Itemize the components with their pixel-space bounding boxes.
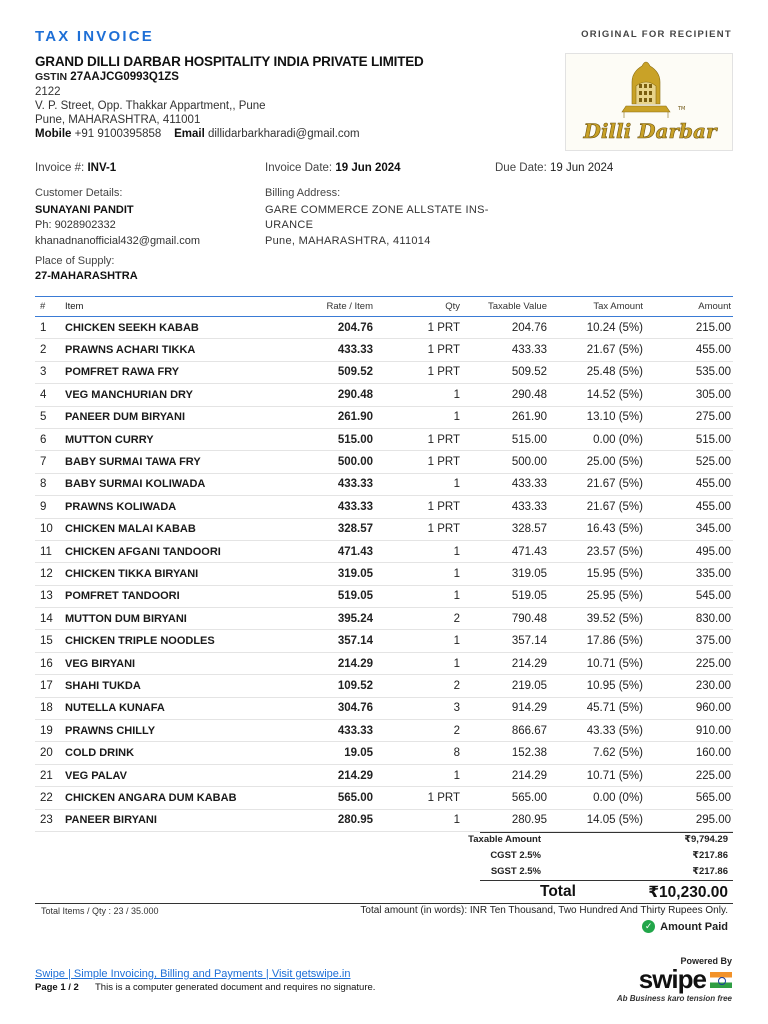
header-tax-amount: Tax Amount [593,301,643,312]
row-item-name: POMFRET TANDOORI [65,590,180,603]
row-item-name: MUTTON DUM BIRYANI [65,612,187,625]
row-qty: 1 [453,478,460,491]
grand-total-divider [480,880,733,881]
taxable-amount-row [328,834,728,846]
row-tax-amount: 10.71 (5%) [586,769,643,782]
amount-in-words: Total amount (in words): INR Ten Thousand, Two Hundred And Thirty Rupees Only. [360,905,728,916]
swipe-footer-link[interactable]: Swipe | Simple Invoicing, Billing and Payments | Visit getswipe.in [35,968,351,980]
seller-contact-line [35,128,360,140]
row-tax-amount: 13.10 (5%) [586,411,643,424]
row-amount: 455.00 [695,344,731,357]
mobile-label: Mobile [35,128,72,140]
table-row [35,698,733,720]
row-number: 9 [40,500,47,513]
row-qty: 1 PRT [427,523,460,536]
row-tax-amount: 25.00 (5%) [586,456,643,469]
swipe-brand [639,964,732,995]
row-tax-amount: 17.86 (5%) [586,635,643,648]
row-number: 22 [40,791,53,804]
row-rate: 214.29 [337,769,373,782]
row-item-name: PANEER BIRYANI [65,814,157,827]
row-amount: 230.00 [695,679,731,692]
check-circle-icon: ✓ [642,920,655,933]
row-item-name: COLD DRINK [65,747,135,760]
row-item-name: NUTELLA KUNAFA [65,702,165,715]
header-amount: Amount [698,301,731,312]
customer-details-label: Customer Details: [35,187,123,199]
invoice-date-value: 19 Jun 2024 [335,162,401,174]
row-rate: 433.33 [337,478,373,491]
document-title: TAX INVOICE [35,28,154,45]
row-rate: 509.52 [337,366,373,379]
row-rate: 395.24 [337,612,373,625]
totals-divider [480,832,733,833]
row-taxable-value: 214.29 [511,657,547,670]
row-number: 17 [40,679,53,692]
row-rate: 109.52 [337,679,373,692]
row-number: 5 [40,411,47,424]
row-number: 8 [40,478,47,491]
row-tax-amount: 14.05 (5%) [586,814,643,827]
row-tax-amount: 15.95 (5%) [586,567,643,580]
row-rate: 204.76 [337,321,373,334]
sgst-value: ₹217.86 [692,866,728,877]
sgst-label: SGST 2.5% [490,866,541,877]
row-amount: 225.00 [695,769,731,782]
table-row [35,653,733,675]
row-taxable-value: 433.33 [511,500,547,513]
dilli-darbar-logo-image [566,54,734,152]
cgst-value: ₹217.86 [692,850,728,861]
powered-by-label: Powered By [680,956,732,966]
row-taxable-value: 280.95 [511,814,547,827]
row-number: 10 [40,523,53,536]
row-taxable-value: 328.57 [511,523,547,536]
table-row [35,586,733,608]
row-taxable-value: 290.48 [511,388,547,401]
table-row [35,317,733,339]
row-amount: 545.00 [695,590,731,603]
row-tax-amount: 0.00 (0%) [593,433,643,446]
amount-paid-badge [642,920,728,933]
table-row [35,608,733,630]
customer-phone: Ph: 9028902332 [35,219,116,231]
row-item-name: SHAHI TUKDA [65,679,141,692]
row-number: 21 [40,769,53,782]
row-number: 1 [40,321,47,334]
row-amount: 160.00 [695,747,731,760]
header-qty: Qty [445,301,460,312]
row-tax-amount: 14.52 (5%) [586,388,643,401]
page-number: Page 1 / 2 [35,982,79,993]
row-number: 19 [40,724,53,737]
row-item-name: CHICKEN TRIPLE NOODLES [65,635,215,648]
row-item-name: POMFRET RAWA FRY [65,366,180,379]
row-item-name: VEG BIRYANI [65,657,136,670]
invoice-number [35,162,116,174]
table-row [35,496,733,518]
copy-label: ORIGINAL FOR RECIPIENT [581,29,732,40]
row-item-name: CHICKEN MALAI KABAB [65,523,196,536]
header-item: Item [65,301,84,312]
billing-line1: GARE COMMERCE ZONE ALLSTATE INS- [265,204,489,216]
due-date [495,162,613,174]
row-rate: 565.00 [337,791,373,804]
row-rate: 328.57 [337,523,373,536]
row-taxable-value: 433.33 [511,344,547,357]
place-of-supply-value: 27-MAHARASHTRA [35,270,138,282]
row-taxable-value: 790.48 [511,612,547,625]
taxable-amount-label: Taxable Amount [468,834,541,845]
row-qty: 1 PRT [427,791,460,804]
row-amount: 335.00 [695,567,731,580]
row-qty: 1 PRT [427,456,460,469]
row-qty: 1 PRT [427,433,460,446]
row-taxable-value: 214.29 [511,769,547,782]
row-number: 11 [40,545,52,558]
total-items-qty: Total Items / Qty : 23 / 35.000 [41,906,159,916]
cgst-label: CGST 2.5% [490,850,541,861]
row-number: 6 [40,433,47,446]
grand-total-value: ₹10,230.00 [648,884,728,901]
row-taxable-value: 204.76 [511,321,547,334]
row-qty: 1 [453,545,460,558]
billing-line2: URANCE [265,219,314,231]
row-item-name: CHICKEN ANGARA DUM KABAB [65,791,237,804]
header-taxable-value: Taxable Value [488,301,547,312]
row-tax-amount: 25.95 (5%) [586,590,643,603]
row-tax-amount: 21.67 (5%) [586,344,643,357]
billing-line3: Pune, MAHARASHTRA, 411014 [265,235,431,247]
mobile-value: +91 9100395858 [74,128,162,140]
row-item-name: CHICKEN AFGANI TANDOORI [65,545,221,558]
row-tax-amount: 45.71 (5%) [586,702,643,715]
row-qty: 1 [453,635,460,648]
seller-address1: V. P. Street, Opp. Thakkar Appartment,, Pune [35,100,266,112]
row-amount: 225.00 [695,657,731,670]
row-taxable-value: 433.33 [511,478,547,491]
table-row [35,787,733,809]
row-item-name: PRAWNS KOLIWADA [65,500,177,513]
place-of-supply-label: Place of Supply: [35,255,115,267]
row-rate: 304.76 [337,702,373,715]
row-taxable-value: 519.05 [511,590,547,603]
invoice-date [265,162,401,174]
invoice-number-label: Invoice #: [35,162,85,174]
row-qty: 1 PRT [427,366,460,379]
items-table-body [35,317,733,832]
seller-address2: Pune, MAHARASHTRA, 411001 [35,114,201,126]
row-amount: 515.00 [695,433,731,446]
row-amount: 565.00 [695,791,731,804]
table-row [35,451,733,473]
table-row [35,407,733,429]
row-taxable-value: 866.67 [511,724,547,737]
table-row [35,742,733,764]
items-table-header [35,297,733,317]
row-amount: 215.00 [695,321,731,334]
taxable-amount-value: ₹9,794.29 [684,834,728,845]
row-rate: 214.29 [337,657,373,670]
row-taxable-value: 565.00 [511,791,547,804]
row-rate: 433.33 [337,724,373,737]
row-qty: 1 PRT [427,500,460,513]
row-tax-amount: 10.95 (5%) [586,679,643,692]
row-qty: 1 [453,388,460,401]
row-qty: 1 PRT [427,344,460,357]
row-amount: 375.00 [695,635,731,648]
row-number: 18 [40,702,53,715]
row-tax-amount: 10.71 (5%) [586,657,643,670]
row-qty: 8 [453,747,460,760]
row-rate: 357.14 [337,635,373,648]
row-amount: 345.00 [695,523,731,536]
row-rate: 290.48 [337,388,373,401]
logo-wordmark: Dilli Darbar [583,119,717,143]
row-item-name: PRAWNS CHILLY [65,724,156,737]
amount-paid-label: Amount Paid [660,920,728,933]
due-date-value: 19 Jun 2024 [549,162,614,174]
row-item-name: VEG PALAV [65,769,127,782]
row-tax-amount: 23.57 (5%) [586,545,643,558]
row-rate: 519.05 [337,590,373,603]
row-rate: 19.05 [344,747,373,760]
row-number: 2 [40,344,47,357]
table-row [35,429,733,451]
gstin-value: 27AAJCG0993Q1ZS [70,71,179,83]
row-rate: 433.33 [337,500,373,513]
row-taxable-value: 914.29 [511,702,547,715]
row-qty: 1 PRT [427,321,460,334]
row-qty: 1 [453,769,460,782]
table-row [35,519,733,541]
row-tax-amount: 21.67 (5%) [586,500,643,513]
header-number: # [40,301,46,312]
email-value: dillidarbarkharadi@gmail.com [207,128,360,140]
row-tax-amount: 21.67 (5%) [586,478,643,491]
table-row [35,765,733,787]
customer-email: khanadnanofficial432@gmail.com [35,235,201,247]
email-label: Email [174,128,205,140]
row-number: 14 [40,612,53,625]
row-tax-amount: 10.24 (5%) [586,321,643,334]
row-tax-amount: 25.48 (5%) [586,366,643,379]
gstin-label: GSTIN [35,71,68,83]
row-number: 3 [40,366,47,379]
table-row [35,541,733,563]
swipe-tagline: Ab Business karo tension free [616,994,732,1003]
items-table [35,296,733,832]
row-item-name: CHICKEN SEEKH KABAB [65,321,199,334]
table-row [35,720,733,742]
invoice-number-value: INV-1 [87,162,117,174]
seller-name: GRAND DILLI DARBAR HOSPITALITY INDIA PRIVATE LIMITED [35,54,424,69]
table-row [35,384,733,406]
row-qty: 1 [453,411,460,424]
table-row [35,339,733,361]
header-rate: Rate / Item [326,301,373,312]
row-qty: 1 [453,567,460,580]
row-rate: 433.33 [337,344,373,357]
row-qty: 1 [453,814,460,827]
table-row [35,563,733,585]
india-flag-icon [710,972,732,988]
table-row [35,630,733,652]
seller-gstin-line [35,71,179,83]
row-rate: 500.00 [337,456,373,469]
row-item-name: MUTTON CURRY [65,433,154,446]
table-row [35,675,733,697]
row-taxable-value: 509.52 [511,366,547,379]
row-amount: 275.00 [695,411,731,424]
row-amount: 455.00 [695,500,731,513]
row-number: 4 [40,388,47,401]
row-tax-amount: 7.62 (5%) [593,747,643,760]
row-item-name: PRAWNS ACHARI TIKKA [65,344,196,357]
row-number: 20 [40,747,53,760]
row-amount: 910.00 [695,724,731,737]
row-qty: 2 [453,724,460,737]
footer-divider [35,903,733,904]
row-amount: 495.00 [695,545,731,558]
table-row [35,362,733,384]
row-tax-amount: 39.52 (5%) [586,612,643,625]
row-qty: 1 [453,590,460,603]
row-amount: 535.00 [695,366,731,379]
row-number: 16 [40,657,53,670]
sgst-row [328,866,728,878]
row-number: 13 [40,590,53,603]
row-amount: 830.00 [695,612,731,625]
cgst-row [328,850,728,862]
row-taxable-value: 357.14 [511,635,547,648]
row-taxable-value: 515.00 [511,433,547,446]
row-qty: 3 [453,702,460,715]
row-rate: 261.90 [337,411,373,424]
logo-trademark: TM [678,106,686,112]
row-rate: 319.05 [337,567,373,580]
row-number: 15 [40,635,53,648]
row-tax-amount: 16.43 (5%) [586,523,643,536]
table-row [35,810,733,832]
row-taxable-value: 152.38 [511,747,547,760]
billing-address-label: Billing Address: [265,187,341,199]
row-amount: 960.00 [695,702,731,715]
row-tax-amount: 0.00 (0%) [593,791,643,804]
row-amount: 295.00 [695,814,731,827]
row-number: 12 [40,567,53,580]
row-amount: 305.00 [695,388,731,401]
row-taxable-value: 219.05 [511,679,547,692]
company-logo [565,53,733,151]
table-row [35,474,733,496]
row-rate: 471.43 [337,545,373,558]
row-taxable-value: 319.05 [511,567,547,580]
row-qty: 2 [453,612,460,625]
row-item-name: VEG MANCHURIAN DRY [65,388,193,401]
row-amount: 525.00 [695,456,731,469]
invoice-date-label: Invoice Date: [265,162,333,174]
generated-note: This is a computer generated document and requires no signature. [95,982,376,993]
row-rate: 280.95 [337,814,373,827]
row-item-name: PANEER DUM BIRYANI [65,411,185,424]
grand-total-label: Total [540,883,576,900]
row-number: 23 [40,814,53,827]
row-item-name: BABY SURMAI KOLIWADA [65,478,206,491]
row-amount: 455.00 [695,478,731,491]
customer-name: SUNAYANI PANDIT [35,204,134,216]
row-number: 7 [40,456,47,469]
due-date-label: Due Date: [495,162,547,174]
seller-code: 2122 [35,86,61,98]
row-qty: 1 [453,657,460,670]
row-taxable-value: 500.00 [511,456,547,469]
row-item-name: CHICKEN TIKKA BIRYANI [65,567,199,580]
row-rate: 515.00 [337,433,373,446]
row-item-name: BABY SURMAI TAWA FRY [65,456,201,469]
row-taxable-value: 471.43 [511,545,547,558]
swipe-wordmark: swipe [638,964,706,994]
row-tax-amount: 43.33 (5%) [586,724,643,737]
row-taxable-value: 261.90 [511,411,547,424]
row-qty: 2 [453,679,460,692]
